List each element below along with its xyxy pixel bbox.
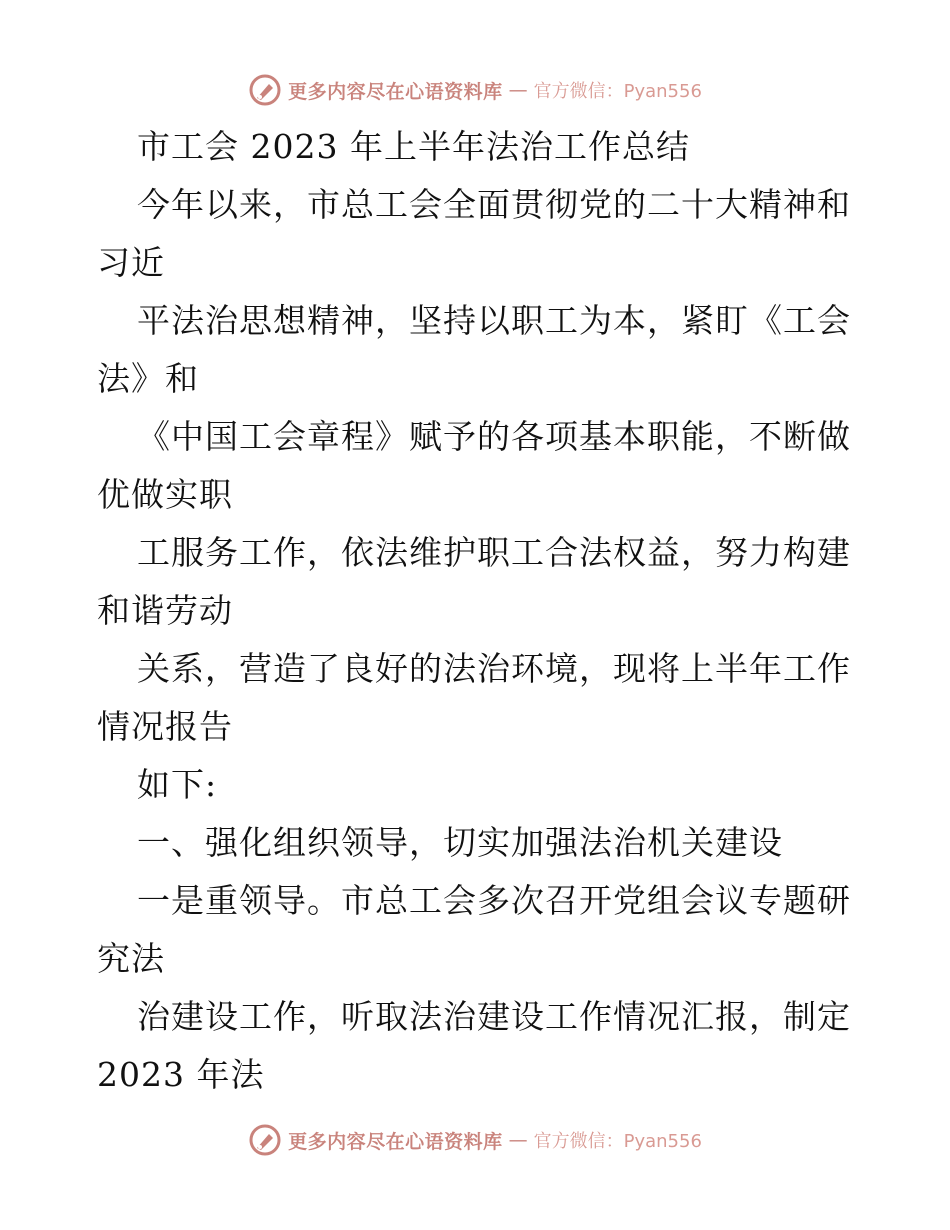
text-line: 一是重领导。市总工会多次召开党组会议专题研 <box>137 881 851 920</box>
text-line: 究法 <box>97 939 165 978</box>
watermark-sub-text: 官方微信：Pyan556 <box>533 81 702 102</box>
watermark-separator: — <box>508 1129 528 1151</box>
watermark-separator: — <box>508 79 528 101</box>
text-line: 2023 年法 <box>97 1055 265 1094</box>
watermark-main-text: 更多内容尽在心语资料库 <box>288 1130 503 1153</box>
document-body <box>97 118 857 1104</box>
footer-watermark <box>0 1120 950 1160</box>
text-line: 治建设工作，听取法治建设工作情况汇报，制定 <box>137 997 851 1036</box>
pen-nib-circle-icon <box>248 1123 282 1157</box>
text-line: 优做实职 <box>97 475 233 514</box>
text-line: 情况报告 <box>97 707 233 746</box>
pen-nib-circle-icon <box>248 73 282 107</box>
text-line: 平法治思想精神，坚持以职工为本，紧盯《工会 <box>137 301 851 340</box>
text-line: 习近 <box>97 243 165 282</box>
text-line: 和谐劳动 <box>97 591 233 630</box>
watermark-sub-text: 官方微信：Pyan556 <box>533 1131 702 1152</box>
section-heading: 一、强化组织领导，切实加强法治机关建设 <box>137 823 783 862</box>
text-line: 法》和 <box>97 359 199 398</box>
text-line: 工服务工作，依法维护职工合法权益，努力构建 <box>137 533 851 572</box>
text-line: 《中国工会章程》赋予的各项基本职能，不断做 <box>137 417 851 456</box>
header-watermark <box>0 70 950 110</box>
text-line: 今年以来，市总工会全面贯彻党的二十大精神和 <box>137 185 851 224</box>
text-line: 如下: <box>137 765 218 804</box>
watermark-main-text: 更多内容尽在心语资料库 <box>288 80 503 103</box>
document-title: 市工会 2023 年上半年法治工作总结 <box>137 127 690 166</box>
text-line: 关系，营造了良好的法治环境，现将上半年工作 <box>137 649 851 688</box>
